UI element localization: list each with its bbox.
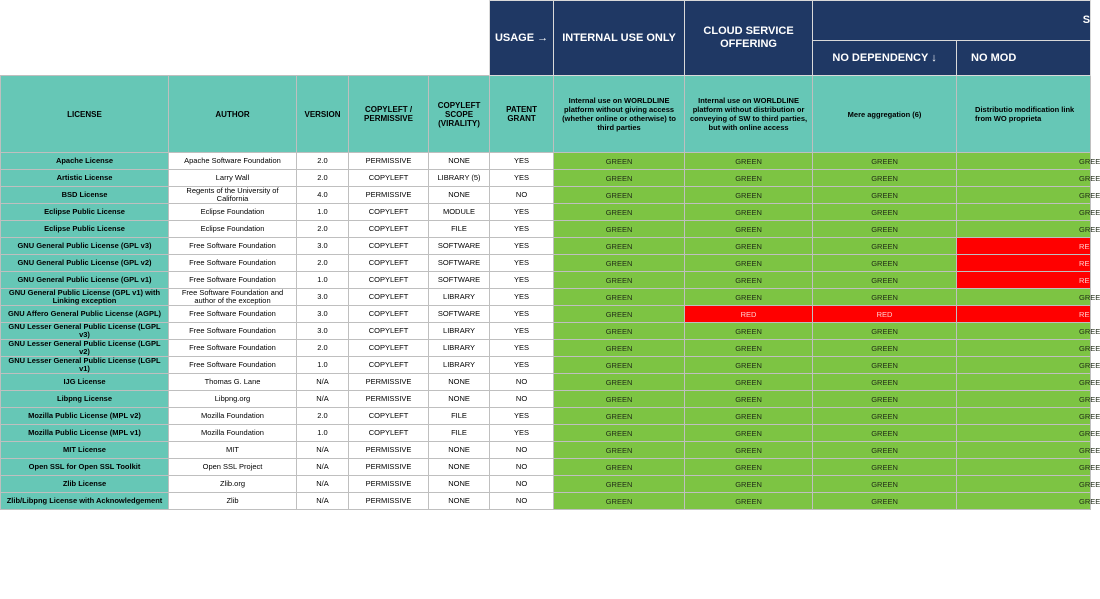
internal-use-status: GREEN (554, 493, 685, 510)
author: Libpng.org (169, 391, 297, 408)
author: Eclipse Foundation (169, 204, 297, 221)
copyleft-type: COPYLEFT (349, 357, 429, 374)
copyleft-scope: MODULE (429, 204, 490, 221)
cloud-status: GREEN (685, 170, 813, 187)
patent-grant: NO (490, 391, 554, 408)
cloud-status: GREEN (685, 221, 813, 238)
copyleft-scope: NONE (429, 493, 490, 510)
no-modification-header: NO MOD (957, 41, 1091, 76)
cloud-status: GREEN (685, 204, 813, 221)
license-name: Artistic License (1, 170, 169, 187)
patent-grant: NO (490, 442, 554, 459)
internal-use-status: GREEN (554, 255, 685, 272)
internal-use-status: GREEN (554, 238, 685, 255)
author: Thomas G. Lane (169, 374, 297, 391)
aggregation-status: GREEN (813, 255, 957, 272)
copyleft-type: COPYLEFT (349, 323, 429, 340)
version: 2.0 (297, 340, 349, 357)
author: Zlib (169, 493, 297, 510)
copyleft-type: PERMISSIVE (349, 459, 429, 476)
distribution-status: GREE (957, 408, 1091, 425)
copyleft-type: PERMISSIVE (349, 374, 429, 391)
col-version: VERSION (297, 76, 349, 153)
patent-grant: NO (490, 476, 554, 493)
license-name: IJG License (1, 374, 169, 391)
version: 2.0 (297, 170, 349, 187)
table-row (1, 153, 1091, 170)
distribution-status: GREE (957, 425, 1091, 442)
version: 2.0 (297, 255, 349, 272)
copyleft-type: PERMISSIVE (349, 153, 429, 170)
copyleft-type: COPYLEFT (349, 408, 429, 425)
cloud-status: GREEN (685, 442, 813, 459)
table-row (1, 187, 1091, 204)
internal-use-status: GREEN (554, 187, 685, 204)
patent-grant: YES (490, 170, 554, 187)
copyleft-scope: SOFTWARE (429, 306, 490, 323)
patent-grant: YES (490, 306, 554, 323)
author: Mozilla Foundation (169, 408, 297, 425)
cloud-status: GREEN (685, 153, 813, 170)
aggregation-status: GREEN (813, 170, 957, 187)
aggregation-status: GREEN (813, 340, 957, 357)
version: N/A (297, 391, 349, 408)
group-header-partial: S (813, 1, 1091, 41)
version: 3.0 (297, 238, 349, 255)
patent-grant: YES (490, 221, 554, 238)
cloud-status: GREEN (685, 374, 813, 391)
cloud-status: GREEN (685, 187, 813, 204)
col-cloud-desc: Internal use on WORLDLINE platform without distribution or conveying of SW to third parties, but with online access (685, 76, 813, 153)
col-license: LICENSE (1, 76, 169, 153)
col-copyleft-scope: COPYLEFT SCOPE (VIRALITY) (429, 76, 490, 153)
internal-use-status: GREEN (554, 442, 685, 459)
distribution-status: GREE (957, 442, 1091, 459)
patent-grant: YES (490, 238, 554, 255)
copyleft-type: COPYLEFT (349, 272, 429, 289)
cloud-status: GREEN (685, 493, 813, 510)
aggregation-status: GREEN (813, 153, 957, 170)
copyleft-scope: NONE (429, 187, 490, 204)
aggregation-status: GREEN (813, 272, 957, 289)
table-row (1, 493, 1091, 510)
table-row (1, 459, 1091, 476)
copyleft-type: COPYLEFT (349, 255, 429, 272)
author: MIT (169, 442, 297, 459)
version: 4.0 (297, 187, 349, 204)
internal-use-status: GREEN (554, 272, 685, 289)
aggregation-status: GREEN (813, 391, 957, 408)
license-name: GNU Affero General Public License (AGPL) (1, 306, 169, 323)
copyleft-scope: NONE (429, 442, 490, 459)
table-row (1, 221, 1091, 238)
internal-use-status: GREEN (554, 323, 685, 340)
version: 3.0 (297, 289, 349, 306)
author: Free Software Foundation (169, 238, 297, 255)
table-row (1, 357, 1091, 374)
cloud-status: GREEN (685, 425, 813, 442)
version: N/A (297, 442, 349, 459)
aggregation-status: GREEN (813, 442, 957, 459)
license-name: Mozilla Public License (MPL v2) (1, 408, 169, 425)
copyleft-type: PERMISSIVE (349, 187, 429, 204)
table-row (1, 340, 1091, 357)
internal-use-status: GREEN (554, 459, 685, 476)
internal-use-status: GREEN (554, 357, 685, 374)
license-name: GNU General Public License (GPL v1) with Linking exception (1, 289, 169, 306)
version: 1.0 (297, 272, 349, 289)
author: Free Software Foundation (169, 272, 297, 289)
internal-use-status: GREEN (554, 340, 685, 357)
license-name: Libpng License (1, 391, 169, 408)
table-row (1, 442, 1091, 459)
license-name: GNU Lesser General Public License (LGPL v1) (1, 357, 169, 374)
patent-grant: YES (490, 153, 554, 170)
version: 2.0 (297, 408, 349, 425)
version: N/A (297, 459, 349, 476)
cloud-status: GREEN (685, 289, 813, 306)
license-name: Open SSL for Open SSL Toolkit (1, 459, 169, 476)
copyleft-scope: LIBRARY (429, 357, 490, 374)
aggregation-status: GREEN (813, 323, 957, 340)
aggregation-status: GREEN (813, 374, 957, 391)
cloud-status: GREEN (685, 408, 813, 425)
internal-use-status: GREEN (554, 153, 685, 170)
version: 1.0 (297, 357, 349, 374)
col-copyleft-permissive: COPYLEFT / PERMISSIVE (349, 76, 429, 153)
cloud-status: GREEN (685, 238, 813, 255)
table-row (1, 272, 1091, 289)
cloud-status: RED (685, 306, 813, 323)
author: Eclipse Foundation (169, 221, 297, 238)
copyleft-type: PERMISSIVE (349, 442, 429, 459)
aggregation-status: GREEN (813, 408, 957, 425)
aggregation-status: GREEN (813, 493, 957, 510)
col-patent-grant: PATENT GRANT (490, 76, 554, 153)
author: Regents of the University of California (169, 187, 297, 204)
version: 1.0 (297, 425, 349, 442)
internal-use-status: GREEN (554, 306, 685, 323)
author: Free Software Foundation (169, 323, 297, 340)
license-name: Zlib/Libpng License with Acknowledgement (1, 493, 169, 510)
col-author: AUTHOR (169, 76, 297, 153)
table-row (1, 289, 1091, 306)
usage-header: USAGE → (490, 1, 554, 76)
table-row (1, 391, 1091, 408)
copyleft-type: COPYLEFT (349, 221, 429, 238)
table-row (1, 323, 1091, 340)
cloud-status: GREEN (685, 357, 813, 374)
copyleft-scope: LIBRARY (429, 340, 490, 357)
internal-use-status: GREEN (554, 170, 685, 187)
distribution-status: GREE (957, 289, 1091, 306)
distribution-status: RE (957, 255, 1091, 272)
copyleft-type: COPYLEFT (349, 340, 429, 357)
distribution-status: RE (957, 238, 1091, 255)
author: Zlib.org (169, 476, 297, 493)
copyleft-scope: LIBRARY (429, 289, 490, 306)
author: Free Software Foundation (169, 255, 297, 272)
distribution-status: GREE (957, 340, 1091, 357)
internal-use-header: INTERNAL USE ONLY (554, 1, 685, 76)
internal-use-status: GREEN (554, 391, 685, 408)
distribution-status: GREE (957, 187, 1091, 204)
aggregation-status: GREEN (813, 221, 957, 238)
cloud-status: GREEN (685, 340, 813, 357)
cloud-status: GREEN (685, 255, 813, 272)
cloud-status: GREEN (685, 323, 813, 340)
table-row (1, 238, 1091, 255)
version: N/A (297, 493, 349, 510)
patent-grant: YES (490, 272, 554, 289)
no-dependency-header: NO DEPENDENCY ↓ (813, 41, 957, 76)
patent-grant: YES (490, 340, 554, 357)
copyleft-type: COPYLEFT (349, 238, 429, 255)
col-distribution-desc: Distributio modification link from WO proprieta (957, 76, 1091, 153)
version: 3.0 (297, 323, 349, 340)
empty-corner (1, 1, 490, 76)
copyleft-scope: NONE (429, 476, 490, 493)
copyleft-scope: NONE (429, 459, 490, 476)
version: 1.0 (297, 204, 349, 221)
distribution-status: GREE (957, 476, 1091, 493)
distribution-status: GREE (957, 357, 1091, 374)
license-name: Zlib License (1, 476, 169, 493)
patent-grant: NO (490, 374, 554, 391)
version: 2.0 (297, 153, 349, 170)
copyleft-type: PERMISSIVE (349, 476, 429, 493)
copyleft-scope: SOFTWARE (429, 272, 490, 289)
table-row (1, 476, 1091, 493)
aggregation-status: RED (813, 306, 957, 323)
author: Apache Software Foundation (169, 153, 297, 170)
aggregation-status: GREEN (813, 357, 957, 374)
distribution-status: GREE (957, 221, 1091, 238)
patent-grant: YES (490, 357, 554, 374)
license-name: MIT License (1, 442, 169, 459)
col-internal-use-desc: Internal use on WORLDLINE platform without giving access (whether online or otherwise) to third parties (554, 76, 685, 153)
patent-grant: YES (490, 204, 554, 221)
license-name: GNU General Public License (GPL v1) (1, 272, 169, 289)
col-aggregation-desc: Mere aggregation (6) (813, 76, 957, 153)
table-row (1, 170, 1091, 187)
distribution-status: GREE (957, 170, 1091, 187)
copyleft-scope: SOFTWARE (429, 238, 490, 255)
author: Open SSL Project (169, 459, 297, 476)
table-row (1, 408, 1091, 425)
cloud-service-header: CLOUD SERVICE OFFERING (685, 1, 813, 76)
copyleft-type: PERMISSIVE (349, 493, 429, 510)
patent-grant: NO (490, 459, 554, 476)
distribution-status: RE (957, 306, 1091, 323)
aggregation-status: GREEN (813, 425, 957, 442)
author: Free Software Foundation (169, 357, 297, 374)
distribution-status: GREE (957, 374, 1091, 391)
version: N/A (297, 374, 349, 391)
patent-grant: YES (490, 289, 554, 306)
copyleft-scope: LIBRARY (429, 323, 490, 340)
distribution-status: GREE (957, 204, 1091, 221)
license-name: Eclipse Public License (1, 221, 169, 238)
cloud-status: GREEN (685, 391, 813, 408)
copyleft-type: COPYLEFT (349, 306, 429, 323)
version: N/A (297, 476, 349, 493)
cloud-status: GREEN (685, 476, 813, 493)
license-name: Mozilla Public License (MPL v1) (1, 425, 169, 442)
license-name: GNU Lesser General Public License (LGPL v3) (1, 323, 169, 340)
internal-use-status: GREEN (554, 374, 685, 391)
aggregation-status: GREEN (813, 459, 957, 476)
author: Free Software Foundation (169, 340, 297, 357)
copyleft-type: COPYLEFT (349, 204, 429, 221)
aggregation-status: GREEN (813, 289, 957, 306)
table-row (1, 306, 1091, 323)
table-row (1, 425, 1091, 442)
distribution-status: GREE (957, 323, 1091, 340)
table-row (1, 374, 1091, 391)
table-row (1, 255, 1091, 272)
internal-use-status: GREEN (554, 289, 685, 306)
author: Free Software Foundation and author of the exception (169, 289, 297, 306)
aggregation-status: GREEN (813, 476, 957, 493)
license-name: Apache License (1, 153, 169, 170)
patent-grant: NO (490, 493, 554, 510)
distribution-status: RE (957, 272, 1091, 289)
distribution-status: GREE (957, 153, 1091, 170)
aggregation-status: GREEN (813, 204, 957, 221)
copyleft-type: COPYLEFT (349, 170, 429, 187)
distribution-status: GREE (957, 493, 1091, 510)
copyleft-scope: SOFTWARE (429, 255, 490, 272)
patent-grant: NO (490, 187, 554, 204)
copyleft-scope: NONE (429, 391, 490, 408)
internal-use-status: GREEN (554, 204, 685, 221)
cloud-status: GREEN (685, 459, 813, 476)
author: Larry Wall (169, 170, 297, 187)
license-name: GNU Lesser General Public License (LGPL v2) (1, 340, 169, 357)
internal-use-status: GREEN (554, 408, 685, 425)
cloud-status: GREEN (685, 272, 813, 289)
patent-grant: YES (490, 255, 554, 272)
internal-use-status: GREEN (554, 221, 685, 238)
copyleft-scope: FILE (429, 425, 490, 442)
copyleft-scope: LIBRARY (5) (429, 170, 490, 187)
internal-use-status: GREEN (554, 476, 685, 493)
license-name: GNU General Public License (GPL v3) (1, 238, 169, 255)
copyleft-type: PERMISSIVE (349, 391, 429, 408)
copyleft-scope: NONE (429, 153, 490, 170)
table-row (1, 204, 1091, 221)
license-name: BSD License (1, 187, 169, 204)
copyleft-type: COPYLEFT (349, 289, 429, 306)
license-name: Eclipse Public License (1, 204, 169, 221)
distribution-status: GREE (957, 459, 1091, 476)
version: 2.0 (297, 221, 349, 238)
internal-use-status: GREEN (554, 425, 685, 442)
patent-grant: YES (490, 323, 554, 340)
copyleft-scope: FILE (429, 408, 490, 425)
copyleft-scope: NONE (429, 374, 490, 391)
aggregation-status: GREEN (813, 187, 957, 204)
author: Free Software Foundation (169, 306, 297, 323)
author: Mozilla Foundation (169, 425, 297, 442)
distribution-status: GREE (957, 391, 1091, 408)
version: 3.0 (297, 306, 349, 323)
copyleft-scope: FILE (429, 221, 490, 238)
copyleft-type: COPYLEFT (349, 425, 429, 442)
patent-grant: YES (490, 425, 554, 442)
license-name: GNU General Public License (GPL v2) (1, 255, 169, 272)
aggregation-status: GREEN (813, 238, 957, 255)
patent-grant: YES (490, 408, 554, 425)
